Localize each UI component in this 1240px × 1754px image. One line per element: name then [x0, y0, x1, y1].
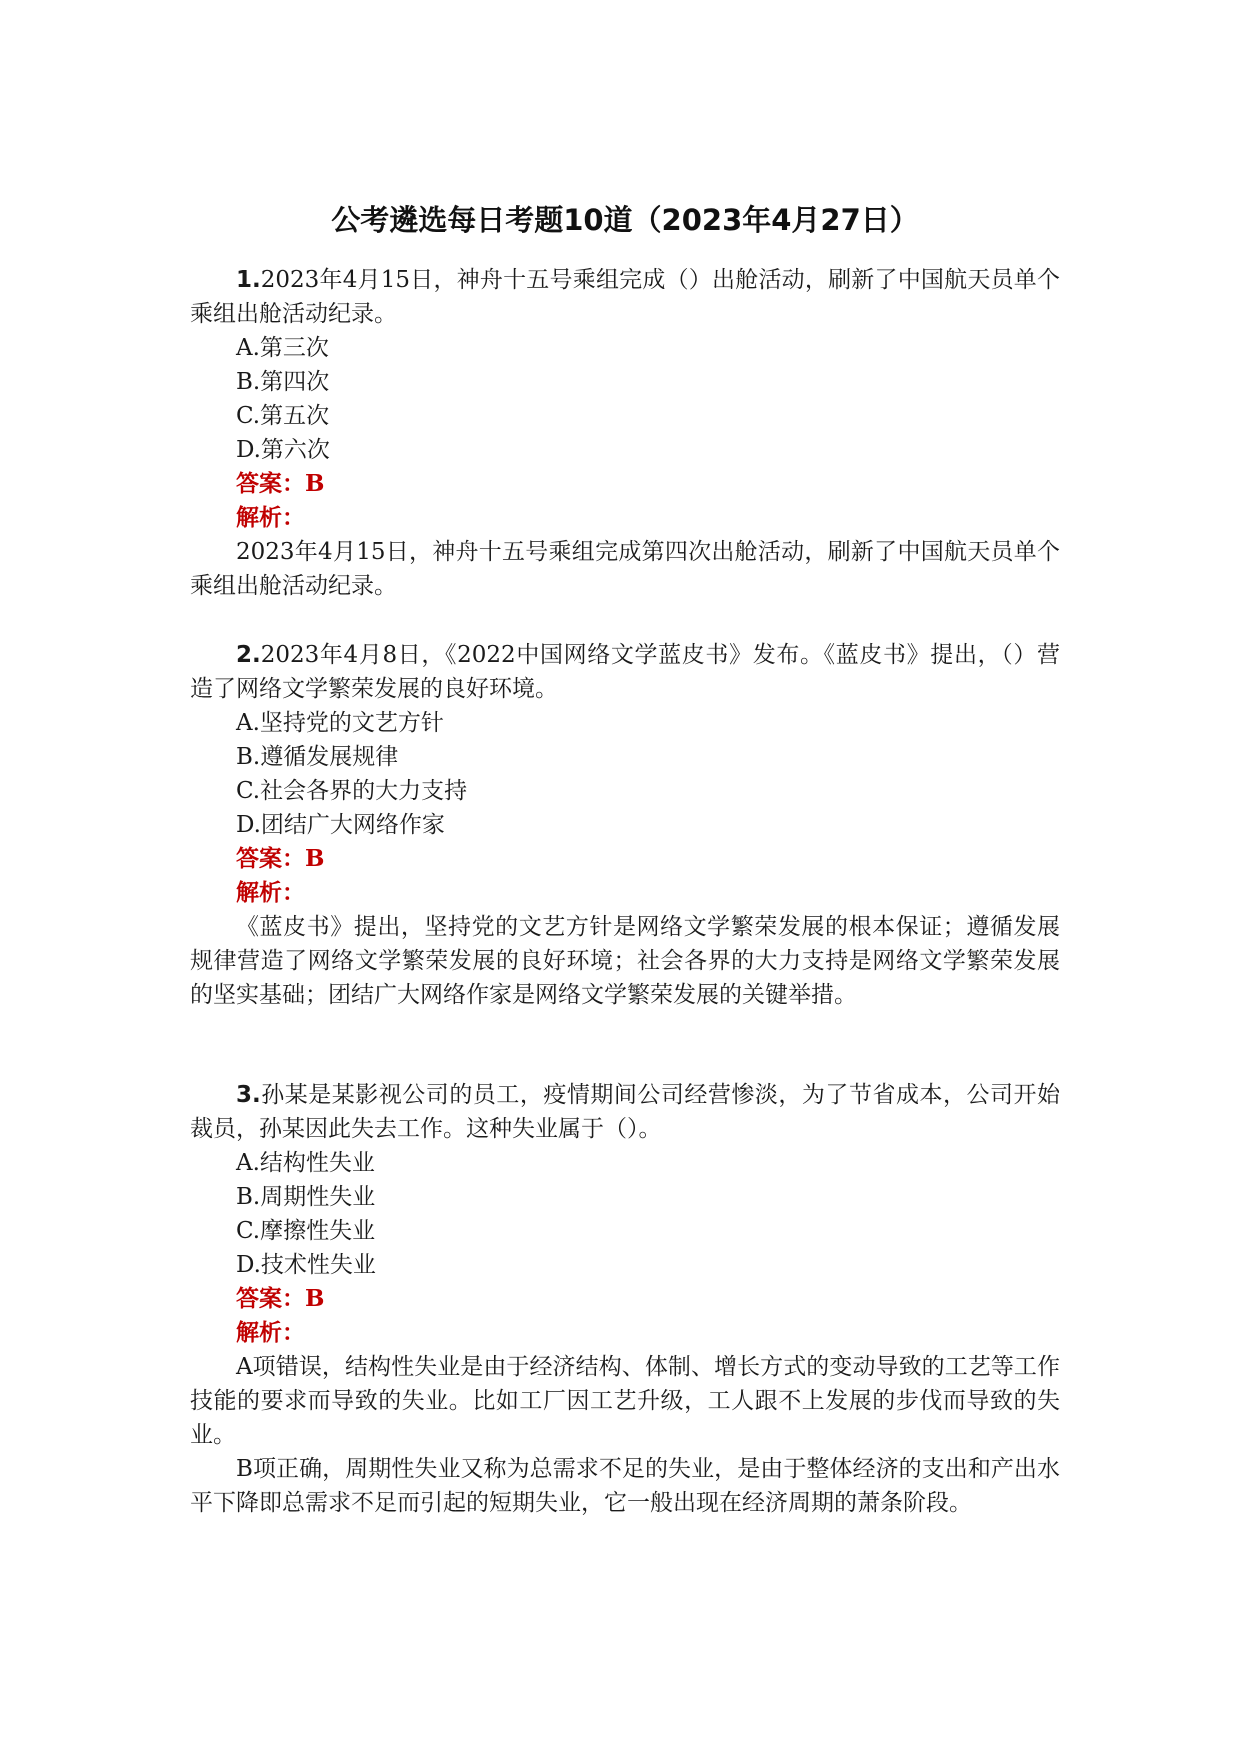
option-c: C.社会各界的大力支持: [236, 778, 468, 804]
question-2: [190, 638, 1060, 1012]
option-b: B.周期性失业: [236, 1184, 376, 1210]
option-a: A.结构性失业: [236, 1150, 375, 1176]
document-title: 公考遴选每日考题10道（2023年4月27日）: [331, 203, 919, 237]
analysis-paragraph: B项正确，周期性失业又称为总需求不足的失业，是由于整体经济的支出和产出水平下降即总需求不足而引起的短期失业，它一般出现在经济周期的萧条阶段。: [190, 1456, 1060, 1516]
option-d: D.团结广大网络作家: [236, 812, 445, 838]
answer-label: 答案：B: [236, 845, 325, 872]
question-stem: [190, 1078, 1060, 1146]
question-3: [190, 1078, 1060, 1520]
option-b: B.第四次: [236, 369, 330, 395]
question-stem: [190, 263, 1060, 331]
question-text: 孙某是某影视公司的员工，疫情期间公司经营惨淡，为了节省成本，公司开始裁员，孙某因此失去工作。这种失业属于（）。: [190, 1082, 1060, 1142]
analysis-paragraph: 2023年4月15日，神舟十五号乘组完成第四次出舱活动，刷新了中国航天员单个乘组出舱活动纪录。: [190, 539, 1060, 599]
analysis-label: 解析：: [236, 504, 305, 531]
analysis-paragraph: 《蓝皮书》提出，坚持党的文艺方针是网络文学繁荣发展的根本保证；遵循发展规律营造了网络文学繁荣发展的良好环境；社会各界的大力支持是网络文学繁荣发展的坚实基础；团结广大网络作家是网络文学繁荣发展的关键举措。: [190, 914, 1060, 1008]
answer-label: 答案：B: [236, 1285, 325, 1312]
analysis-label: 解析：: [236, 1319, 305, 1346]
option-b: B.遵循发展规律: [236, 744, 399, 770]
option-a: A.坚持党的文艺方针: [236, 710, 444, 736]
answer-label: 答案：B: [236, 470, 325, 497]
option-a: A.第三次: [236, 335, 329, 361]
question-stem: [190, 638, 1060, 706]
option-d: D.技术性失业: [236, 1252, 376, 1278]
question-1: [190, 263, 1060, 603]
option-c: C.第五次: [236, 403, 330, 429]
question-number: 2.: [236, 642, 261, 668]
option-c: C.摩擦性失业: [236, 1218, 376, 1244]
analysis-label: 解析：: [236, 879, 305, 906]
question-text: 2023年4月8日，《2022中国网络文学蓝皮书》发布。《蓝皮书》提出，（）营造了网络文学繁荣发展的良好环境。: [190, 642, 1060, 702]
option-d: D.第六次: [236, 437, 330, 463]
question-number: 3.: [236, 1082, 261, 1108]
question-number: 1.: [236, 267, 261, 293]
question-text: 2023年4月15日，神舟十五号乘组完成（）出舱活动，刷新了中国航天员单个乘组出舱活动纪录。: [190, 267, 1060, 327]
analysis-paragraph: A项错误，结构性失业是由于经济结构、体制、增长方式的变动导致的工艺等工作技能的要求而导致的失业。比如工厂因工艺升级，工人跟不上发展的步伐而导致的失业。: [190, 1354, 1060, 1448]
